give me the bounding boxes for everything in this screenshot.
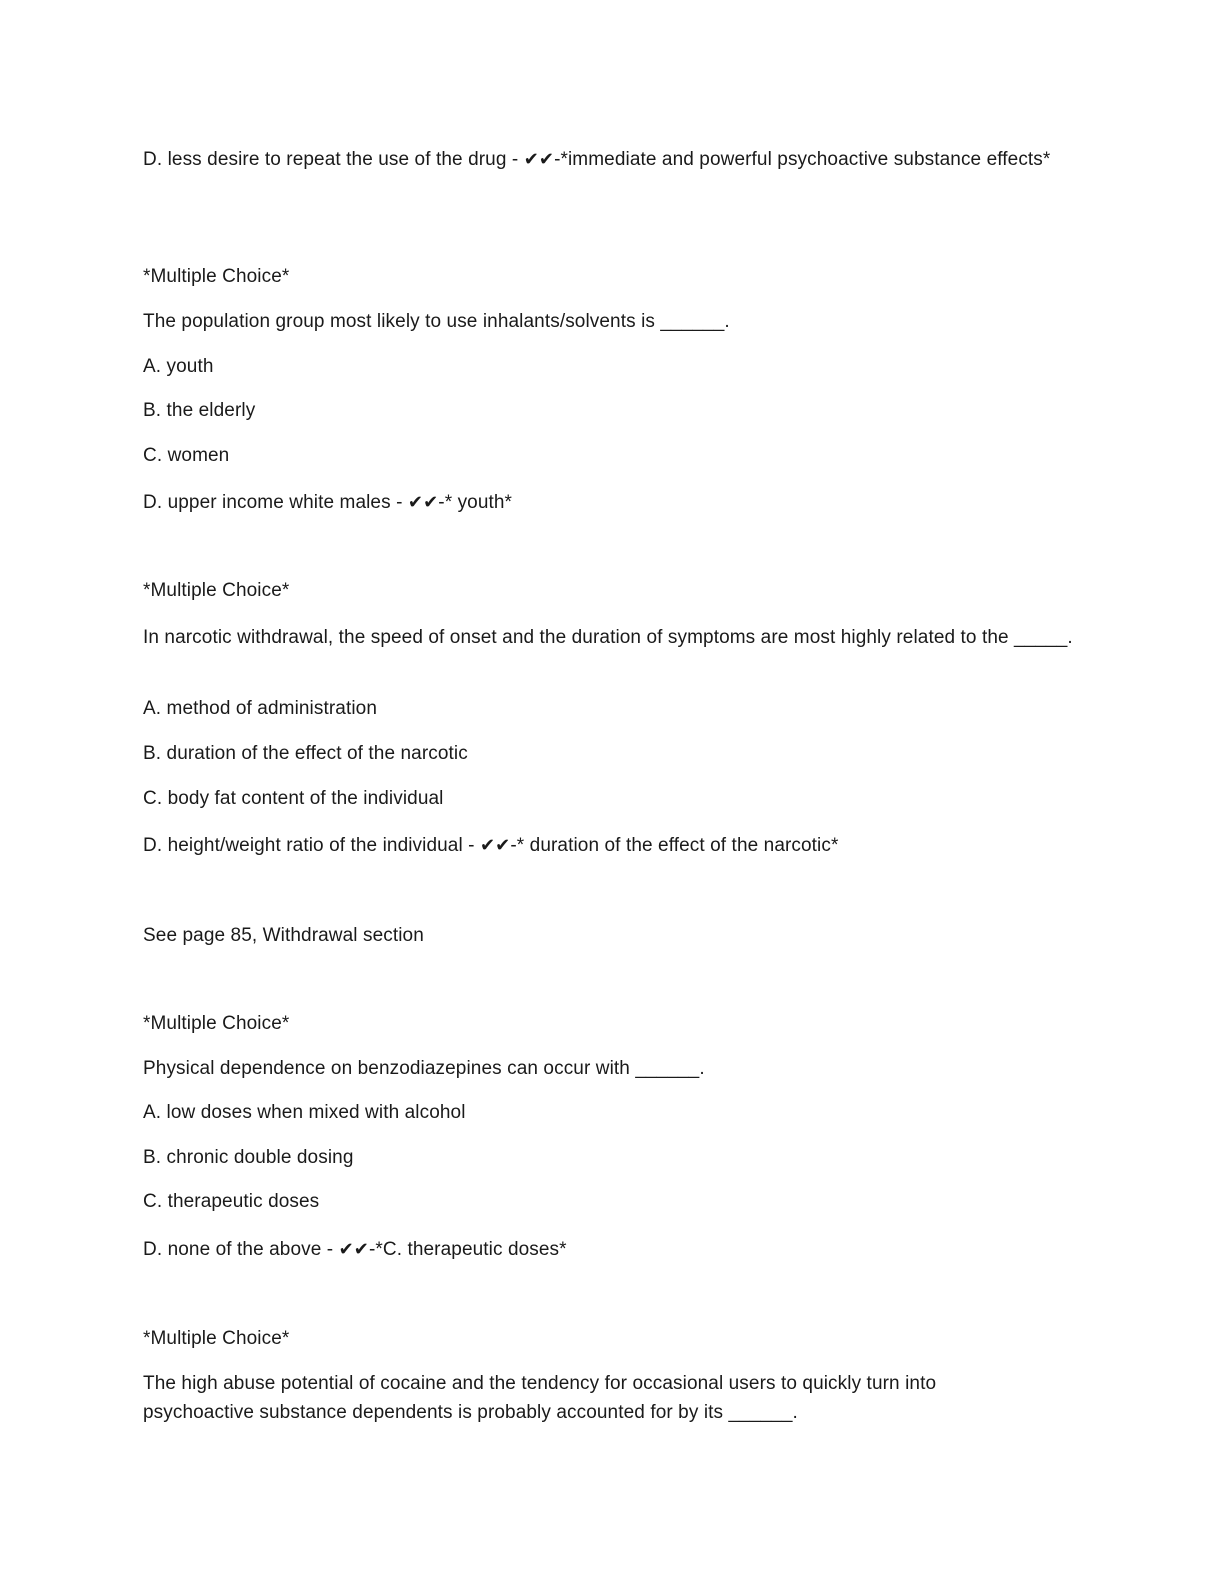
- check-mark-icon: ✔✔: [407, 492, 439, 513]
- check-mark-icon: ✔✔: [523, 149, 555, 170]
- option-b: B. chronic double dosing: [143, 1147, 354, 1168]
- option-c: C. body fat content of the individual: [143, 788, 444, 809]
- question-type-label: *Multiple Choice*: [143, 266, 290, 287]
- intro-answer-line: [143, 145, 1073, 174]
- option-c: C. women: [143, 445, 230, 466]
- question-prompt: Physical dependence on benzodiazepines can occur with ______.: [143, 1058, 705, 1079]
- answer-text: -* duration of the effect of the narcotic*: [510, 835, 839, 856]
- option-b: B. the elderly: [143, 400, 256, 421]
- question-type-label: *Multiple Choice*: [143, 1013, 290, 1034]
- option-d-with-answer: [143, 1235, 567, 1264]
- question-type-label: *Multiple Choice*: [143, 580, 290, 601]
- reference-note: See page 85, Withdrawal section: [143, 925, 424, 946]
- check-mark-icon: ✔✔: [338, 1239, 369, 1260]
- question-type-label: *Multiple Choice*: [143, 1328, 290, 1349]
- option-a: A. method of administration: [143, 698, 377, 719]
- option-c: C. therapeutic doses: [143, 1191, 320, 1212]
- option-d: D. none of the above -: [143, 1239, 339, 1260]
- option-d: D. upper income white males -: [143, 492, 408, 513]
- question-prompt: The high abuse potential of cocaine and the tendency for occasional users to quickly turn into psychoactive substance dependents is probably accounted for by its ______.: [143, 1373, 937, 1423]
- option-d: D. height/weight ratio of the individual -: [143, 835, 480, 856]
- option-a: A. youth: [143, 356, 214, 377]
- intro-answer-text: -*immediate and powerful psychoactive substance effects*: [554, 149, 1051, 170]
- answer-text: -*C. therapeutic doses*: [368, 1239, 567, 1260]
- document-page: [143, 0, 1083, 1584]
- option-d-with-answer: [143, 488, 512, 517]
- option-b: B. duration of the effect of the narcotic: [143, 743, 468, 764]
- option-d-with-answer: [143, 831, 838, 860]
- intro-option-text: D. less desire to repeat the use of the drug -: [143, 149, 524, 170]
- option-a: A. low doses when mixed with alcohol: [143, 1102, 466, 1123]
- question-prompt: In narcotic withdrawal, the speed of onset and the duration of symptoms are most highly related to the _____.: [143, 627, 1073, 648]
- question-prompt: The population group most likely to use inhalants/solvents is ______.: [143, 311, 730, 332]
- check-mark-icon: ✔✔: [480, 835, 511, 856]
- answer-text: -* youth*: [438, 492, 513, 513]
